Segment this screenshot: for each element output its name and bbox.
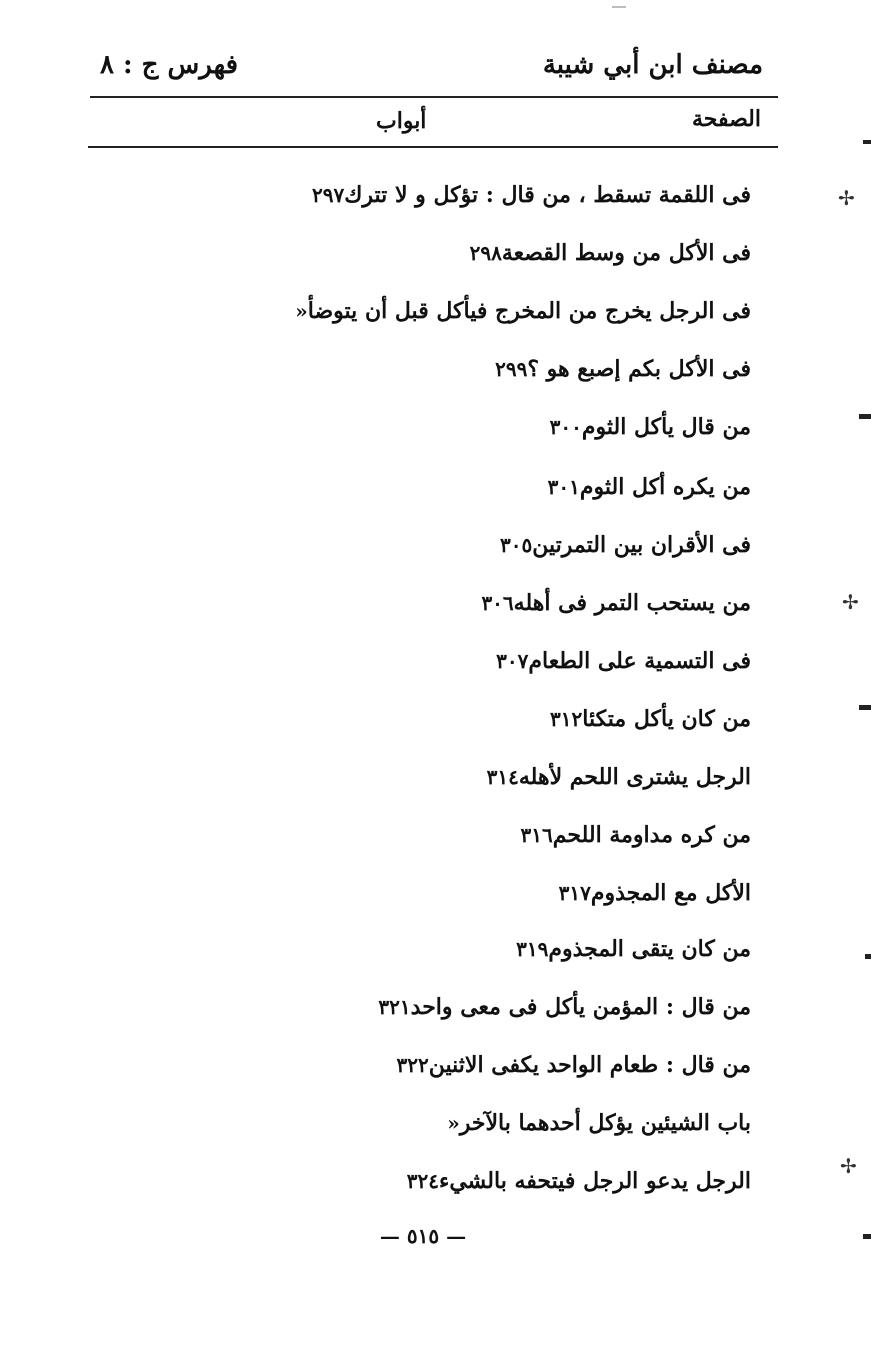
entry-page-number: ٣٢٢ xyxy=(396,1053,429,1077)
entry-title: من كان يتقى المجذوم xyxy=(548,936,751,962)
entry-title: من قال : المؤمن يأكل فى معى واحد xyxy=(410,994,751,1020)
index-label: فهرس ج : ٨ xyxy=(100,50,239,80)
index-entry xyxy=(483,352,761,386)
entry-title: من كان يأكل متكئا xyxy=(582,706,751,732)
index-entry xyxy=(458,236,761,270)
index-entry xyxy=(538,410,761,444)
entry-page-number: ٣٠٥ xyxy=(500,533,533,557)
entry-title: فى اللقمة تسقط ، من قال : تؤكل و لا تترك xyxy=(344,182,751,208)
entry-title: باب الشيئين يؤكل أحدهما بالآخر xyxy=(459,1110,751,1136)
entry-page-number: ٣٠١ xyxy=(547,475,580,499)
index-entry xyxy=(488,528,761,562)
page-column-heading: الصفحة xyxy=(691,106,761,132)
column-heading-rule xyxy=(88,146,778,148)
entry-title: فى الأقران بين التمرتين xyxy=(532,532,751,558)
entry-title: من يكره أكل الثوم xyxy=(579,474,751,500)
entry-page-number: ٢٩٧ xyxy=(312,183,345,207)
page-number: — ٥١٥ — xyxy=(379,1224,467,1248)
entry-page-number: ٣١٩ xyxy=(516,937,549,961)
header-rule xyxy=(90,96,778,98)
book-title: مصنف ابن أبي شيبة xyxy=(542,50,763,80)
entry-title: الأكل مع المجذوم xyxy=(590,880,751,906)
scan-speck xyxy=(612,6,626,8)
margin-star-icon: ✢ xyxy=(838,186,855,210)
index-entry xyxy=(395,1164,761,1198)
index-entry xyxy=(547,876,761,910)
entry-title: من كره مداومة اللحم xyxy=(552,822,751,848)
edge-mark xyxy=(865,954,871,959)
index-entry xyxy=(264,294,761,328)
entry-title: فى الرجل يخرج من المخرج فيأكل قبل أن يتوضأ xyxy=(307,298,751,324)
entry-page-number: ٣٢١ xyxy=(378,995,411,1019)
entry-page-number: ٣١٤ xyxy=(486,765,519,789)
edge-mark xyxy=(863,1234,871,1239)
entry-title: فى الأكل من وسط القصعة xyxy=(501,240,751,266)
index-entry xyxy=(484,644,761,678)
entry-page-number: ٢٩٩ xyxy=(495,357,528,381)
edge-mark xyxy=(859,705,871,710)
edge-mark xyxy=(859,414,871,419)
entry-page-number: ٣٠٧ xyxy=(496,649,529,673)
index-entry xyxy=(367,990,761,1024)
entry-title: الرجل يشترى اللحم لأهله xyxy=(518,764,751,790)
index-entry xyxy=(300,178,761,212)
entry-page-number: ٣١٢ xyxy=(550,707,583,731)
index-entry xyxy=(470,586,761,620)
entry-page-number: ٣٢٤ xyxy=(406,1169,439,1193)
edge-mark xyxy=(863,140,871,144)
entry-title: فى التسمية على الطعام xyxy=(528,648,751,674)
index-entry xyxy=(475,760,761,794)
index-entry xyxy=(509,818,761,852)
entry-page-number: ٣٠٠ xyxy=(549,415,582,439)
entry-ditto-mark: « xyxy=(295,299,308,323)
margin-star-icon: ✢ xyxy=(842,590,859,614)
entry-page-number: ٣٠٦ xyxy=(481,591,514,615)
entry-title: من يستحب التمر فى أهله xyxy=(513,590,751,616)
entry-page-number: ٣١٦ xyxy=(520,823,553,847)
entry-ditto-mark: « xyxy=(447,1111,460,1135)
entry-title: من قال يأكل الثوم xyxy=(581,414,751,440)
index-entry xyxy=(385,1048,761,1082)
entry-page-number: ٢٩٨ xyxy=(469,241,502,265)
entry-title: من قال : طعام الواحد يكفى الاثنين xyxy=(428,1052,751,1078)
entry-title: فى الأكل بكم إصبع هو ؟ xyxy=(527,356,751,382)
chapters-column-heading: أبواب xyxy=(376,108,427,134)
index-entry xyxy=(536,470,761,504)
index-entry xyxy=(504,932,761,966)
entry-page-number: ٣١٧ xyxy=(558,881,591,905)
margin-star-icon: ✢ xyxy=(840,1154,857,1178)
entry-title: الرجل يدعو الرجل فيتحفه بالشيء xyxy=(439,1168,751,1194)
index-entry xyxy=(538,702,761,736)
index-entry xyxy=(416,1106,761,1140)
